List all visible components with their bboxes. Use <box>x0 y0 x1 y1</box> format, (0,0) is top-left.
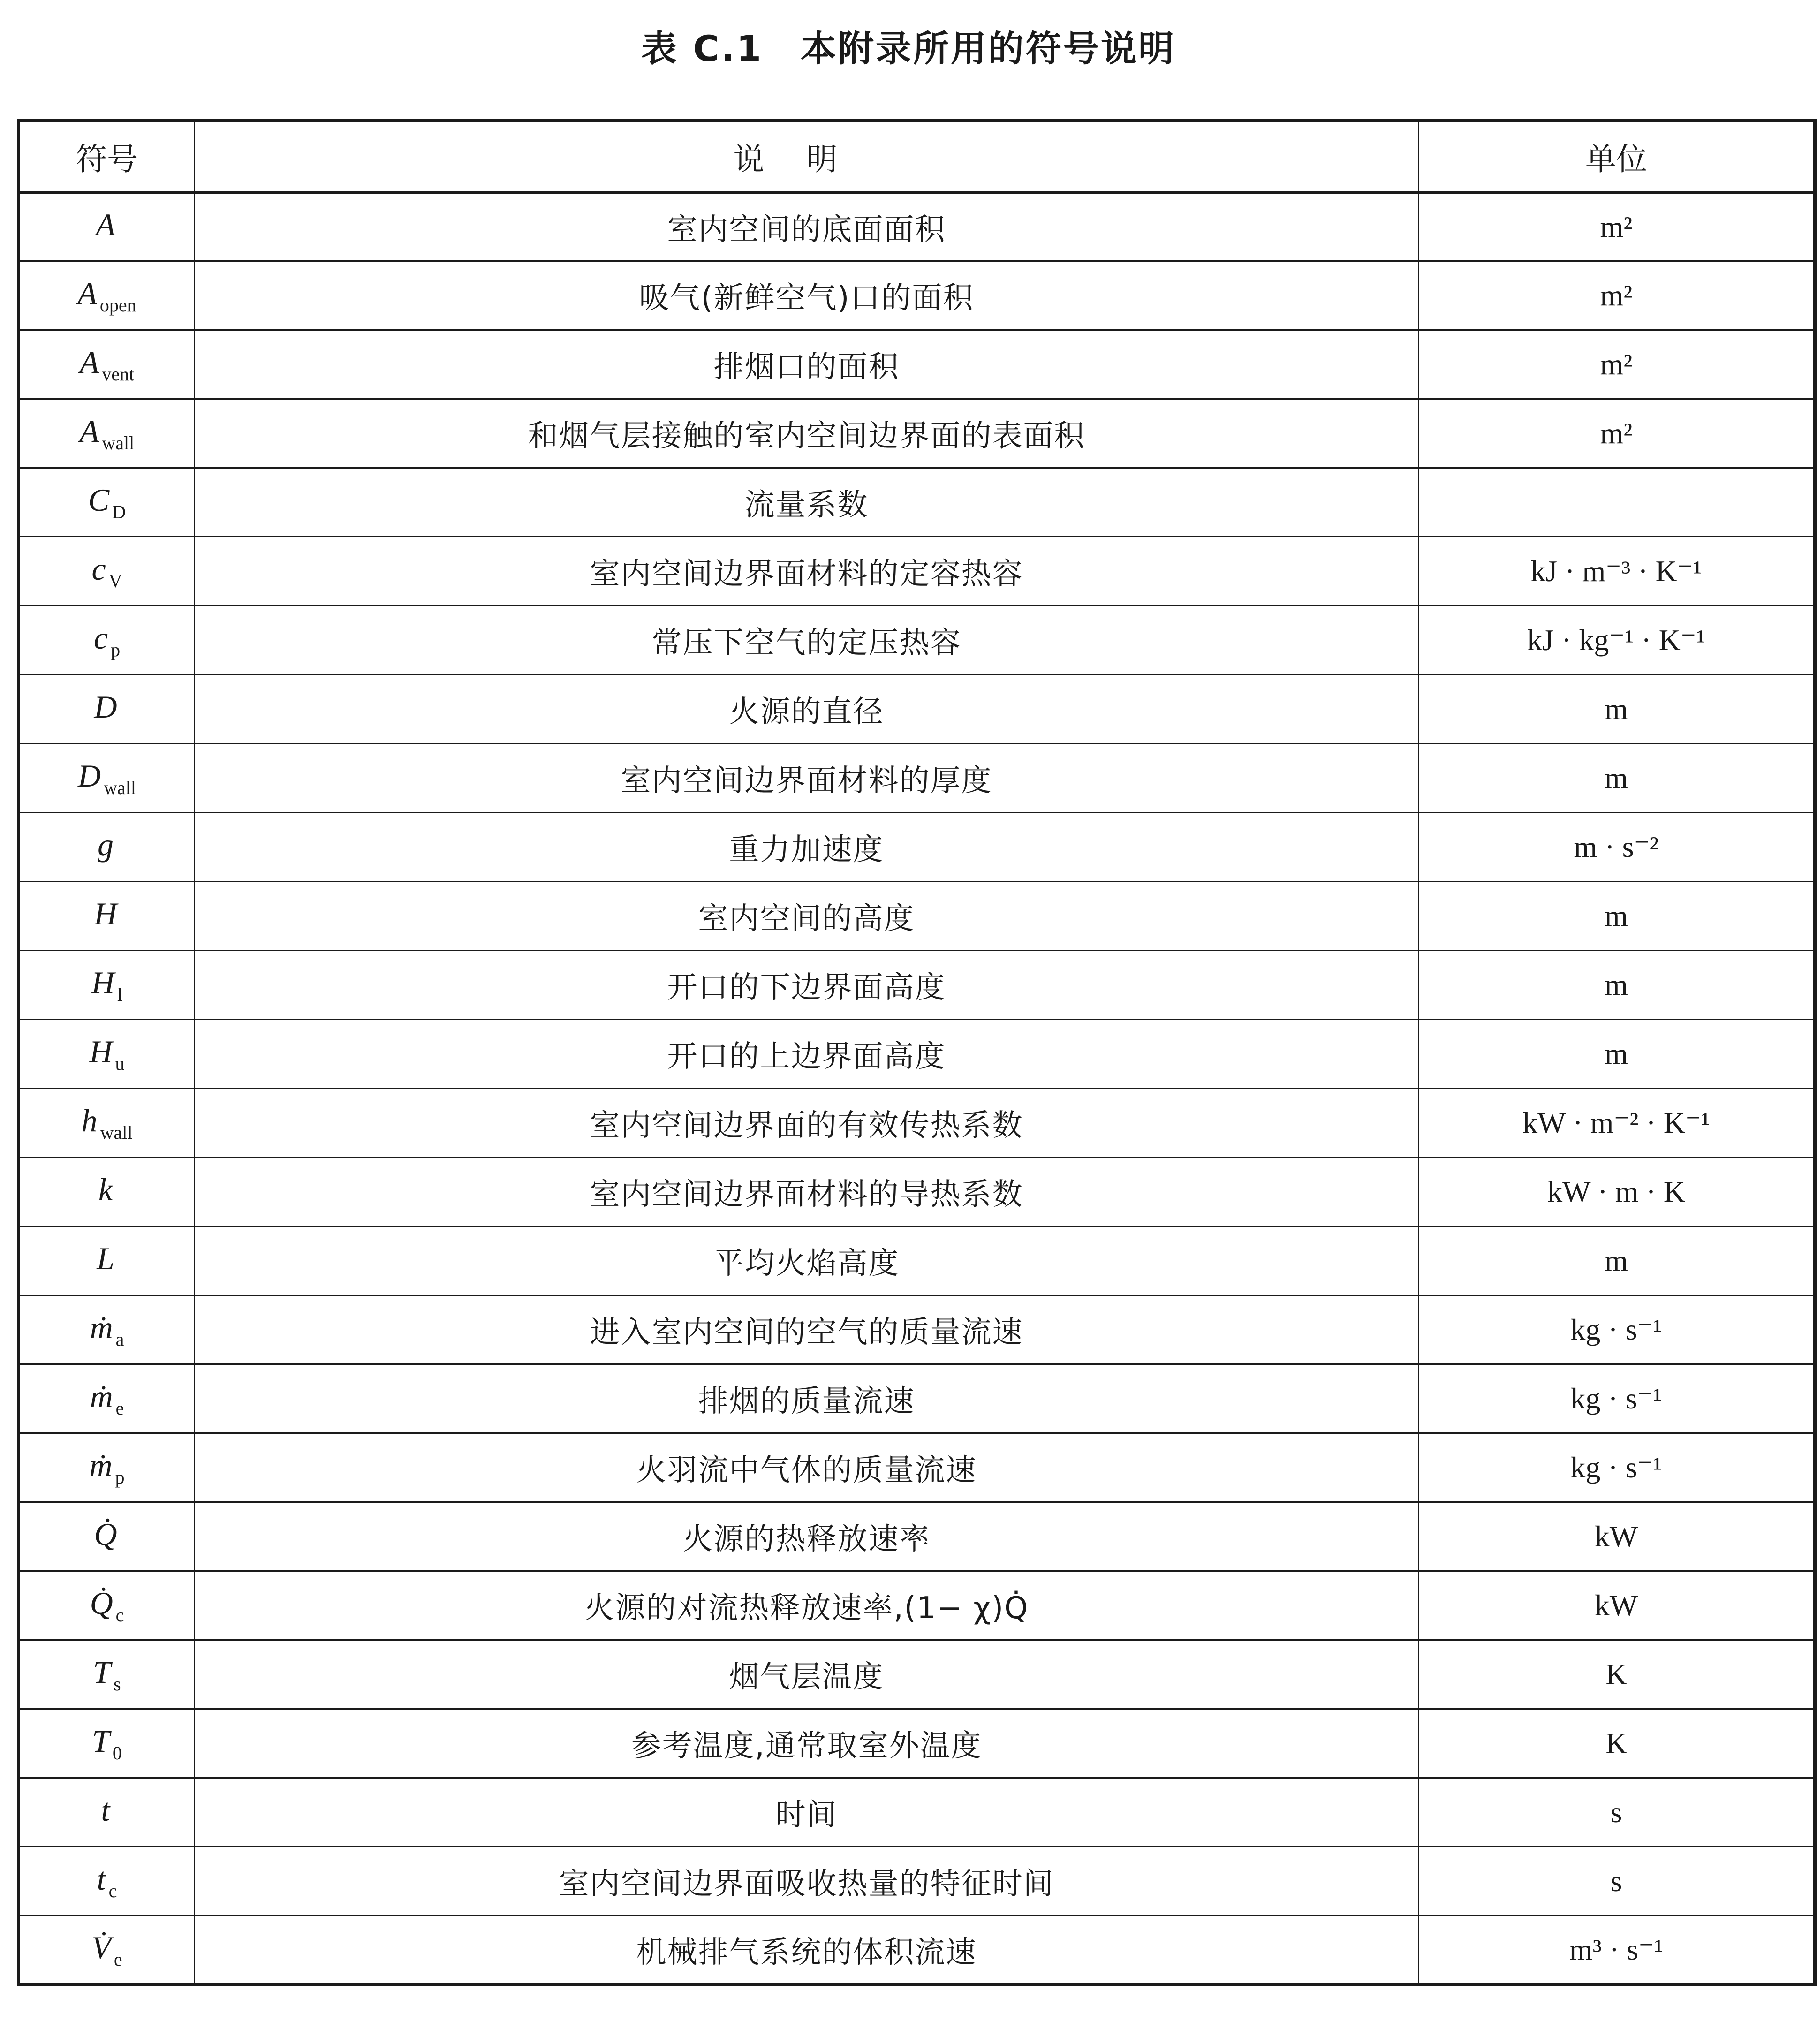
table-row <box>19 330 1815 399</box>
symbol-main: t <box>97 1861 106 1897</box>
header-description: 说明 <box>195 121 1419 192</box>
description-cell: 平均火焰高度 <box>195 1226 1419 1295</box>
table-row <box>19 813 1815 882</box>
header-symbol: 符号 <box>19 121 195 192</box>
description-cell: 排烟的质量流速 <box>195 1364 1419 1433</box>
symbol-cell <box>19 1847 195 1916</box>
unit-cell: m² <box>1419 330 1815 399</box>
symbol-main: A <box>79 344 99 380</box>
symbol-main: Q̇ <box>94 1516 117 1552</box>
table-row <box>19 1295 1815 1364</box>
unit-cell: K <box>1419 1640 1815 1709</box>
symbol-main: A <box>79 413 99 449</box>
symbol-cell <box>19 330 195 399</box>
description-cell: 室内空间边界面材料的定容热容 <box>195 537 1419 606</box>
table-row <box>19 1364 1815 1433</box>
symbol-cell <box>19 1571 195 1640</box>
description-cell: 火源的对流热释放速率,(1− χ)Q̇ <box>195 1571 1419 1640</box>
description-cell: 吸气(新鲜空气)口的面积 <box>195 261 1419 330</box>
unit-cell: kW · m⁻² · K⁻¹ <box>1419 1089 1815 1158</box>
unit-cell: kJ · kg⁻¹ · K⁻¹ <box>1419 606 1815 675</box>
symbol-main: T <box>92 1723 110 1759</box>
table-row <box>19 1778 1815 1847</box>
unit-cell: kW <box>1419 1502 1815 1571</box>
unit-cell: m <box>1419 744 1815 813</box>
unit-cell: kg · s⁻¹ <box>1419 1364 1815 1433</box>
description-cell: 开口的上边界面高度 <box>195 1020 1419 1089</box>
symbol-main: Q̇ <box>90 1585 113 1621</box>
symbol-cell <box>19 813 195 882</box>
unit-cell: kW <box>1419 1571 1815 1640</box>
symbol-cell <box>19 1089 195 1158</box>
symbol-main: H <box>94 896 117 931</box>
unit-cell: kg · s⁻¹ <box>1419 1295 1815 1364</box>
description-cell: 进入室内空间的空气的质量流速 <box>195 1295 1419 1364</box>
unit-cell <box>1419 468 1815 537</box>
table-row <box>19 1089 1815 1158</box>
symbol-cell <box>19 1295 195 1364</box>
unit-cell: m² <box>1419 399 1815 468</box>
symbol-main: V̇ <box>91 1930 111 1965</box>
table-row <box>19 1158 1815 1226</box>
symbol-main: ṁ <box>89 1447 113 1483</box>
symbol-cell <box>19 1640 195 1709</box>
symbol-cell <box>19 1502 195 1571</box>
unit-cell: m² <box>1419 261 1815 330</box>
table-row <box>19 951 1815 1020</box>
description-cell: 时间 <box>195 1778 1419 1847</box>
table-row <box>19 606 1815 675</box>
table-row <box>19 261 1815 330</box>
symbol-main: A <box>77 275 97 311</box>
symbol-subscript: c <box>115 1605 124 1626</box>
description-cell: 室内空间边界面的有效传热系数 <box>195 1089 1419 1158</box>
description-cell: 烟气层温度 <box>195 1640 1419 1709</box>
table-row <box>19 1709 1815 1778</box>
description-cell: 室内空间边界面材料的厚度 <box>195 744 1419 813</box>
table-row <box>19 192 1815 261</box>
table-row <box>19 744 1815 813</box>
symbol-main: t <box>101 1792 110 1828</box>
description-cell: 开口的下边界面高度 <box>195 951 1419 1020</box>
description-cell: 火羽流中气体的质量流速 <box>195 1433 1419 1502</box>
symbol-cell <box>19 1364 195 1433</box>
symbol-cell <box>19 882 195 951</box>
table-row <box>19 1571 1815 1640</box>
table-row <box>19 1433 1815 1502</box>
unit-cell: kJ · m⁻³ · K⁻¹ <box>1419 537 1815 606</box>
symbol-subscript: l <box>117 984 123 1005</box>
symbol-cell <box>19 1709 195 1778</box>
symbol-main: ṁ <box>90 1310 113 1345</box>
symbol-main: ṁ <box>90 1378 113 1414</box>
description-cell: 室内空间的高度 <box>195 882 1419 951</box>
symbol-subscript: s <box>114 1673 121 1695</box>
symbol-main: c <box>93 620 108 656</box>
unit-cell: m · s⁻² <box>1419 813 1815 882</box>
description-cell: 排烟口的面积 <box>195 330 1419 399</box>
symbol-cell <box>19 261 195 330</box>
unit-cell: K <box>1419 1709 1815 1778</box>
symbol-main: D <box>94 689 117 725</box>
symbol-subscript: c <box>108 1880 117 1901</box>
table-row <box>19 882 1815 951</box>
unit-cell: m <box>1419 675 1815 744</box>
symbol-main: H <box>89 1034 113 1069</box>
table-row <box>19 1502 1815 1571</box>
symbol-subscript: V <box>108 570 122 591</box>
symbol-cell <box>19 606 195 675</box>
description-cell: 和烟气层接触的室内空间边界面的表面积 <box>195 399 1419 468</box>
symbol-subscript: wall <box>102 432 135 454</box>
symbol-subscript: D <box>112 501 126 522</box>
table-row <box>19 1226 1815 1295</box>
symbol-subscript: e <box>115 1398 124 1419</box>
unit-cell: m³ · s⁻¹ <box>1419 1916 1815 1985</box>
header-row <box>19 121 1815 192</box>
symbol-table <box>17 119 1817 1986</box>
table-row <box>19 675 1815 744</box>
symbol-subscript: 0 <box>112 1742 122 1764</box>
table-row <box>19 537 1815 606</box>
symbol-main: k <box>98 1172 113 1207</box>
symbol-cell <box>19 192 195 261</box>
symbol-main: D <box>78 758 101 794</box>
unit-cell: m <box>1419 1020 1815 1089</box>
symbol-subscript: p <box>115 1467 125 1488</box>
unit-cell: m <box>1419 951 1815 1020</box>
table-row <box>19 1020 1815 1089</box>
description-cell: 火源的热释放速率 <box>195 1502 1419 1571</box>
symbol-cell <box>19 537 195 606</box>
table-row <box>19 399 1815 468</box>
table-row <box>19 1847 1815 1916</box>
unit-cell: kg · s⁻¹ <box>1419 1433 1815 1502</box>
description-cell: 流量系数 <box>195 468 1419 537</box>
unit-cell: m² <box>1419 192 1815 261</box>
symbol-cell <box>19 951 195 1020</box>
symbol-main: C <box>88 482 110 518</box>
symbol-subscript: e <box>114 1949 122 1970</box>
unit-cell: m <box>1419 882 1815 951</box>
unit-cell: s <box>1419 1847 1815 1916</box>
symbol-cell <box>19 1158 195 1226</box>
symbol-main: T <box>93 1654 111 1690</box>
symbol-cell <box>19 744 195 813</box>
unit-cell: s <box>1419 1778 1815 1847</box>
symbol-main: h <box>81 1103 98 1138</box>
symbol-cell <box>19 675 195 744</box>
table-row <box>19 468 1815 537</box>
symbol-subscript: p <box>111 639 121 660</box>
header-unit: 单位 <box>1419 121 1815 192</box>
description-cell: 室内空间边界面吸收热量的特征时间 <box>195 1847 1419 1916</box>
symbol-cell <box>19 1020 195 1089</box>
symbol-subscript: vent <box>102 363 135 385</box>
unit-cell: kW · m · K <box>1419 1158 1815 1226</box>
description-cell: 室内空间边界面材料的导热系数 <box>195 1158 1419 1226</box>
description-cell: 火源的直径 <box>195 675 1419 744</box>
table-row <box>19 1916 1815 1985</box>
symbol-main: L <box>97 1241 114 1276</box>
symbol-cell <box>19 399 195 468</box>
symbol-main: H <box>91 965 114 1000</box>
description-cell: 常压下空气的定压热容 <box>195 606 1419 675</box>
description-cell: 参考温度,通常取室外温度 <box>195 1709 1419 1778</box>
symbol-subscript: wall <box>104 777 136 798</box>
symbol-cell <box>19 468 195 537</box>
symbol-cell <box>19 1226 195 1295</box>
symbol-main: c <box>91 551 106 587</box>
symbol-subscript: a <box>115 1329 124 1350</box>
symbol-main: g <box>98 827 114 863</box>
table-row <box>19 1640 1815 1709</box>
description-cell: 机械排气系统的体积流速 <box>195 1916 1419 1985</box>
symbol-subscript: wall <box>100 1122 133 1143</box>
symbol-cell <box>19 1778 195 1847</box>
symbol-cell <box>19 1916 195 1985</box>
symbol-subscript: open <box>99 295 136 316</box>
symbol-main: A <box>96 206 115 242</box>
description-cell: 重力加速度 <box>195 813 1419 882</box>
description-cell: 室内空间的底面面积 <box>195 192 1419 261</box>
symbol-subscript: u <box>115 1053 125 1074</box>
unit-cell: m <box>1419 1226 1815 1295</box>
table-title: 表 C.1 本附录所用的符号说明 <box>641 28 1176 69</box>
symbol-cell <box>19 1433 195 1502</box>
